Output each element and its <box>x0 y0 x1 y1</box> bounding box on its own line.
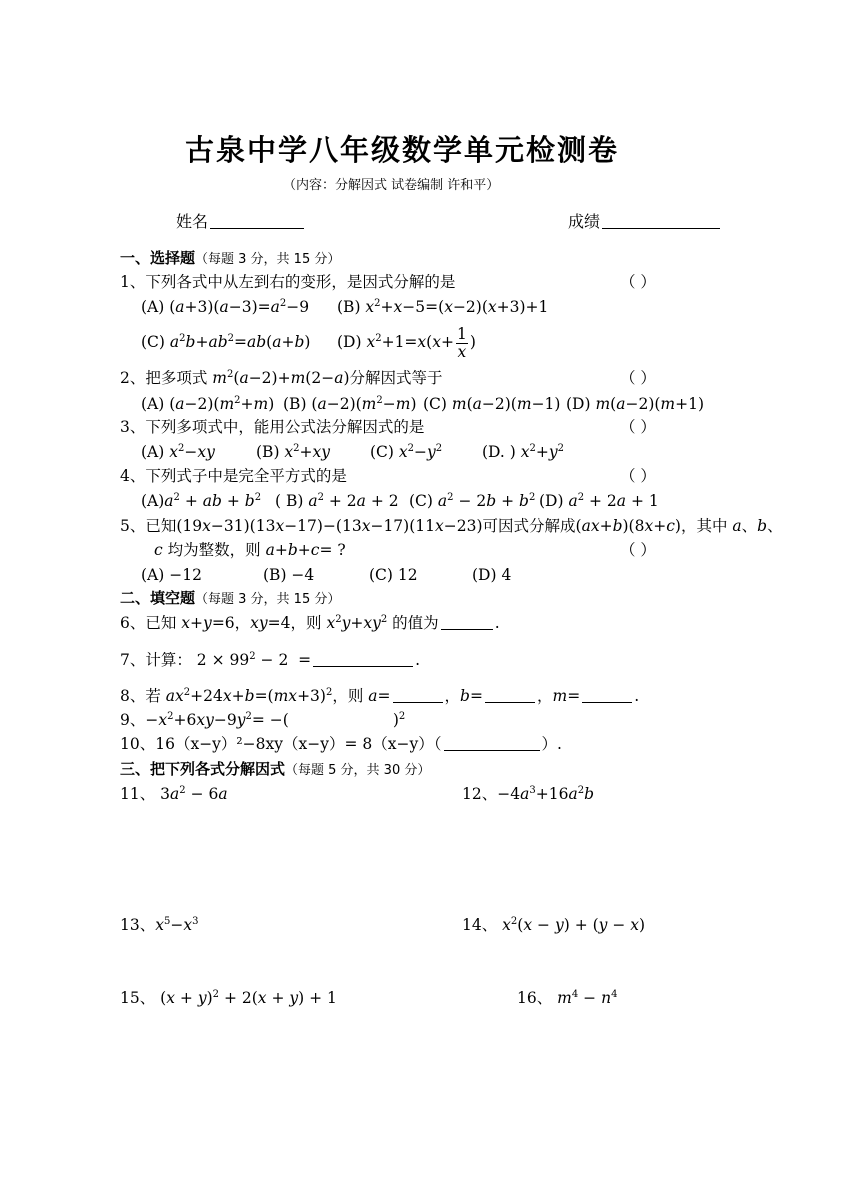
q4-option-d: (D) $a^2 + 2a + 1$ <box>539 491 659 510</box>
q1-option-b: (B) $x^2+x-5=(x-2)(x+3)+1$ <box>337 297 549 316</box>
question-13: 13、$x^5-x^3$ <box>120 915 199 934</box>
q5-option-b: (B) −4 <box>263 566 315 584</box>
q2-option-b: (B) $(a-2)(m^2-m)$ <box>283 394 417 413</box>
answer-blank-8b <box>485 688 535 703</box>
name-label: 姓名 <box>176 212 209 231</box>
question-5-stem: 5、已知(19x−31)(13x−17)−(13x−17)(11x−23)可因式分解成(ax+b)(8x+c)，其中 a、b、 <box>120 517 783 535</box>
q3-option-a: (A) $x^2-xy$ <box>141 442 215 461</box>
question-3-stem: 3、下列多项式中，能用公式法分解因式的是 <box>120 418 425 436</box>
name-field <box>176 212 306 232</box>
fraction: $\frac{1}{x}$ <box>456 325 467 361</box>
q5-option-d: (D) 4 <box>472 566 512 584</box>
answer-blank-8a <box>393 688 443 703</box>
q3-option-b: (B) $x^2+xy$ <box>256 442 331 461</box>
answer-blank-6 <box>441 615 493 630</box>
q2-option-d: (D) m(a−2)(m+1) <box>566 395 705 413</box>
answer-blank-8m <box>582 688 632 703</box>
exam-subtitle: （内容：分解因式 试卷编制 许和平） <box>283 178 500 193</box>
question-14: 14、 $x^2(x - y) + (y - x)$ <box>462 915 646 934</box>
answer-bracket-2: （ ） <box>620 369 656 387</box>
question-15: 15、 $(x + y)^2 + 2(x + y) + 1$ <box>120 988 337 1007</box>
question-7: 7、计算： $2 \times 99^2 - 2$ = . <box>120 650 421 669</box>
question-12: 12、$-4a^3+16a^2b$ <box>462 784 594 803</box>
exam-title: 古泉中学八年级数学单元检测卷 <box>185 133 620 167</box>
q2-option-a: (A) $(a-2)(m^2+m)$ <box>141 394 275 413</box>
score-field <box>568 212 722 232</box>
q5-option-a: (A) −12 <box>141 566 202 584</box>
question-2-stem: 2、把多项式 $m^2(a-2)+m(2-a)$分解因式等于 <box>120 368 443 387</box>
answer-blank-10 <box>444 736 540 751</box>
question-5-stem-line2: c 均为整数，则 a+b+c= ? <box>154 541 346 559</box>
score-label: 成绩 <box>568 212 601 231</box>
question-1-stem: 1、下列各式中从左到右的变形，是因式分解的是 <box>120 273 456 291</box>
q1-option-c: (C) $a^2b+ab^2=ab(a+b)$ <box>141 332 311 351</box>
answer-bracket-3: （ ） <box>620 418 656 436</box>
section-heading-factor: 三、把下列各式分解因式（每题 5 分，共 30 分） <box>120 760 431 778</box>
answer-bracket-4: （ ） <box>620 467 656 485</box>
q5-option-c: (C) 12 <box>369 566 418 584</box>
answer-bracket-5: （ ） <box>620 541 656 559</box>
q1-option-d: (D) $x^2+1=x(x+$ $\frac{1}{x}$ ) <box>337 325 476 361</box>
answer-blank-7 <box>313 652 413 667</box>
q3-option-d: (D. ) $x^2+y^2$ <box>482 442 565 461</box>
question-10: 10、16（x−y）²−8xy（x−y）= 8（x−y）（ ）. <box>120 735 562 753</box>
q1-option-a: (A) $(a+3)(a-3)=a^2-9$ <box>141 297 310 316</box>
question-16: 16、 $m^4 - n^4$ <box>517 988 618 1007</box>
q4-option-c: (C) $a^2 - 2b + b^2$ <box>409 491 536 510</box>
section-heading-choice: 一、选择题（每题 3 分，共 15 分） <box>120 249 341 267</box>
q3-option-c: (C) $x^2-y^2$ <box>370 442 443 461</box>
question-4-stem: 4、下列式子中是完全平方式的是 <box>120 467 347 485</box>
score-blank <box>602 214 720 229</box>
question-9: 9、$-x^2+6xy-9y^2=$ −( )$^2$ <box>120 710 406 729</box>
question-8: 8、若 $ax^2+24x+b=(mx+3)^2$，则 a= ，b= ，m= . <box>120 686 640 705</box>
q2-option-c: (C) m(a−2)(m−1) <box>423 395 561 413</box>
name-blank <box>210 214 304 229</box>
question-11: 11、 $3a^2 - 6a$ <box>120 784 228 803</box>
section-heading-fill: 二、填空题（每题 3 分，共 15 分） <box>120 589 341 607</box>
q4-option-a: $(A)a^2$ + ab + $b^2$ <box>141 491 262 510</box>
answer-bracket-1: （ ） <box>620 273 656 291</box>
q4-option-b: ( B) $a^2 + 2a + 2$ <box>275 491 399 510</box>
question-6: 6、已知 x+y=6，xy=4，则 $x^2y+xy^2$ 的值为 . <box>120 613 500 632</box>
